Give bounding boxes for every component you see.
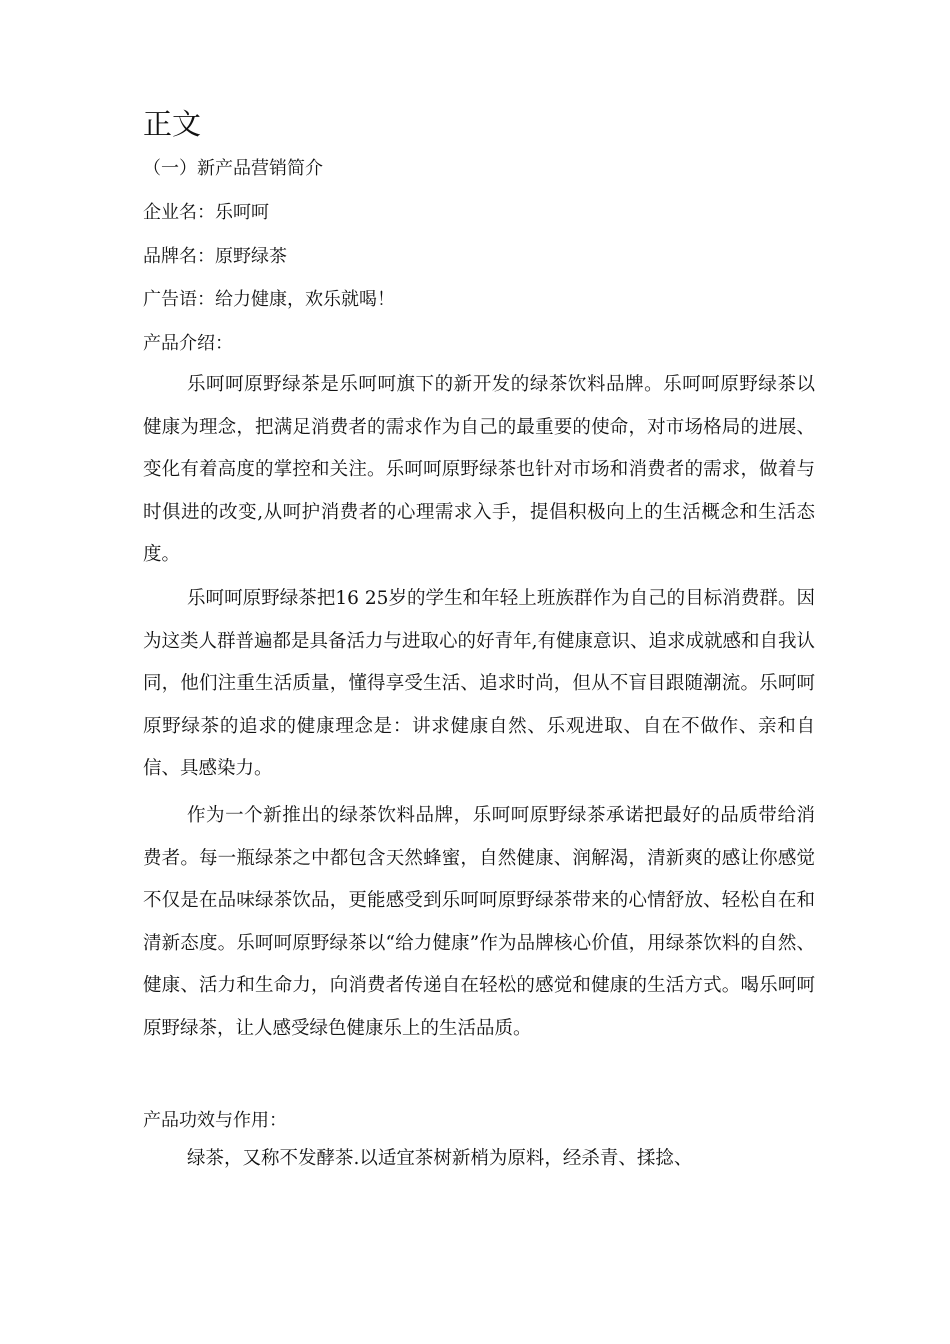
intro-paragraph-3: 作为一个新推出的绿茶饮料品牌，乐呵呵原野绿茶承诺把最好的品质带给消费者。每一瓶绿茶之中都包含天然蜂蜜，自然健康、润解渴，清新爽的感让你感觉不仅是在品味绿茶饮品，更能感受到乐呵呵原野绿茶带来的心情舒放、轻松自在和清新态度。乐呵呵原野绿茶以“给力健康”作为品牌核心价值，用绿茶饮料的自然、健康、活力和生命力，向消费者传递自在轻松的感觉和健康的生活方式。喝乐呵呵原野绿茶，让人感受绿色健康乐上的生活品质。 [143,805,815,1039]
product-intro-label: 产品介绍： [143,333,233,354]
effects-label: 产品功效与作用： [143,1110,287,1131]
intro-paragraph-1: 乐呵呵原野绿茶是乐呵呵旗下的新开发的绿茶饮料品牌。乐呵呵原野绿茶以健康为理念，把满足消费者的需求作为自己的最重要的使命，对市场格局的进展、变化有着高度的掌控和关注。乐呵呵原野绿茶也针对市场和消费者的需求，做着与时俱进的改变,从呵护消费者的心理需求入手，提倡积极向上的生活概念和生活态度。 [143,374,815,566]
brand-name-line: 品牌名：原野绿茶 [143,246,287,267]
intro-paragraph-2: 乐呵呵原野绿茶把16 25岁的学生和年轻上班族群作为自己的目标消费群。因为这类人群普遍都是具备活力与进取心的好青年,有健康意识、追求成就感和自我认同，他们注重生活质量，懂得享受生活、追求时尚，但从不盲目跟随潮流。乐呵呵原野绿茶的追求的健康理念是：讲求健康自然、乐观进取、自在不做作、亲和自信、具感染力。 [143,588,815,780]
page-title: 正文 [143,107,202,141]
effects-paragraph: 绿茶，又称不发酵茶.以适宜茶树新梢为原料，经杀青、揉捻、 [187,1148,693,1169]
slogan-line: 广告语：给力健康，欢乐就喝！ [143,289,395,310]
company-name-line: 企业名：乐呵呵 [143,202,269,223]
section-heading: （一）新产品营销简介 [143,158,323,179]
